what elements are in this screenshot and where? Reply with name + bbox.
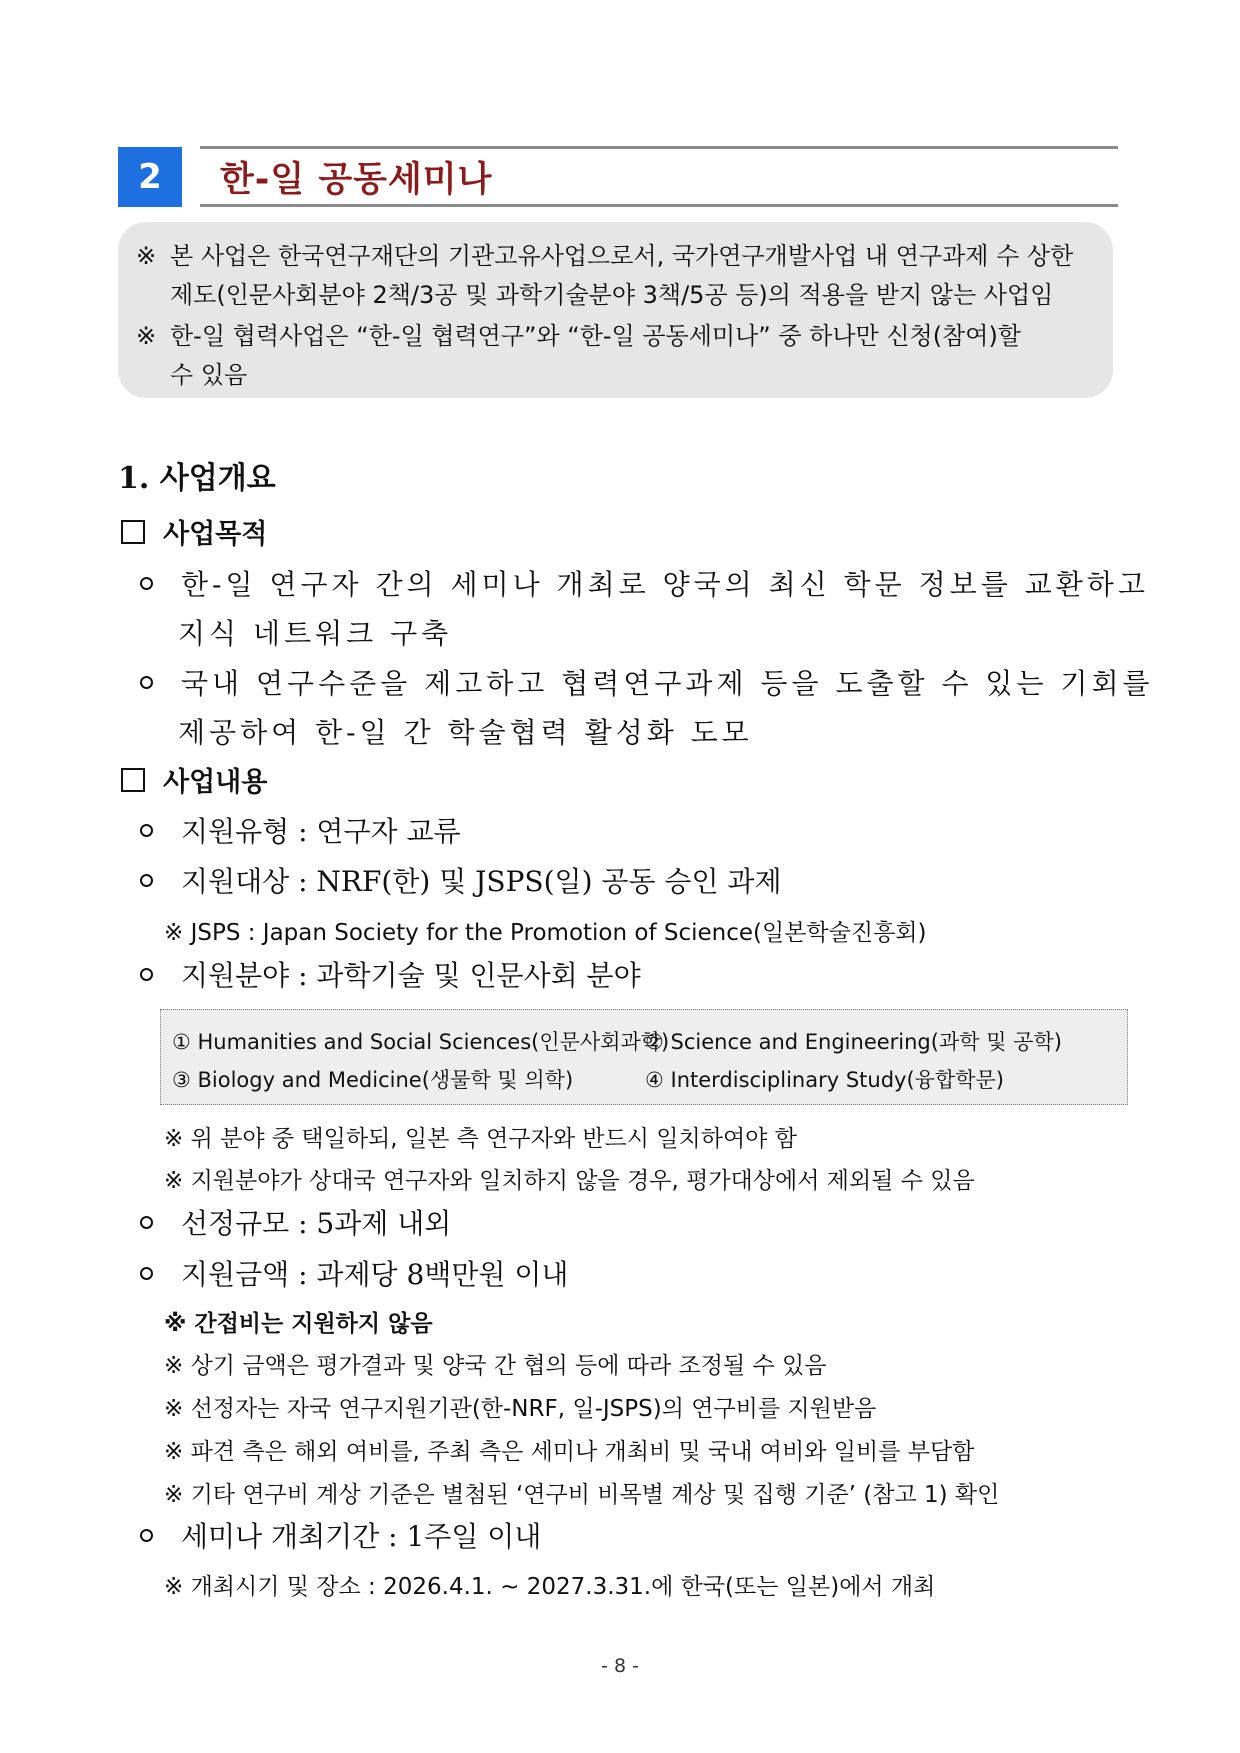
circle-bullet-icon xyxy=(140,577,153,590)
notice-text: 수 있음 xyxy=(170,361,248,389)
subheading-content xyxy=(121,760,267,799)
bullet-text: 지원유형 : 연구자 교류 xyxy=(181,815,461,848)
bullet-text: 국내 연구수준을 제고하고 협력연구과제 등을 도출할 수 있는 기회를 xyxy=(181,667,1154,700)
notice-text: 한-일 협력사업은 “한-일 협력연구”와 “한-일 공동세미나” 중 하나만 신청(참여)할 xyxy=(170,322,1021,350)
bullet-scale xyxy=(140,1202,451,1242)
reference-mark: ※ xyxy=(136,242,157,270)
bullet-text: 지원분야 : 과학기술 및 인문사회 분야 xyxy=(181,959,641,992)
bullet-continuation: 제공하여 한-일 간 학술협력 활성화 도모 xyxy=(178,716,753,749)
bullet-support-target xyxy=(140,860,782,900)
bullet-period xyxy=(140,1515,541,1555)
field-item: ② Science and Engineering(과학 및 공학) xyxy=(645,1030,1062,1054)
field-item: ③ Biology and Medicine(생물학 및 의학) xyxy=(172,1068,574,1092)
bullet-support-type xyxy=(140,810,461,850)
notice-line xyxy=(170,355,247,390)
circle-bullet-icon xyxy=(140,874,153,887)
subheading-text: 사업내용 xyxy=(163,767,268,798)
notice-line xyxy=(170,275,1053,310)
note-jsps: ※ JSPS : Japan Society for the Promotion of Science(일본학술진흥회) xyxy=(164,920,927,946)
section-title: 한-일 공동세미나 xyxy=(220,160,493,200)
checkbox-square-icon xyxy=(121,768,145,792)
bullet-item xyxy=(140,563,1149,603)
notice-line xyxy=(136,316,1021,351)
circle-bullet-icon xyxy=(140,968,153,981)
notice-text: 본 사업은 한국연구재단의 기관고유사업으로서, 국가연구개발사업 내 연구과제 수 상한 xyxy=(170,242,1074,270)
heading-overview: 1. 사업개요 xyxy=(118,461,276,496)
subheading-text: 사업목적 xyxy=(163,519,268,550)
section-rule-bottom xyxy=(200,204,1118,207)
circle-bullet-icon xyxy=(140,676,153,689)
bullet-item xyxy=(140,662,1154,702)
bullet-amount xyxy=(140,1253,568,1293)
section-rule-top xyxy=(200,146,1118,149)
note-amount: ※ 기타 연구비 계상 기준은 별첨된 ‘연구비 비목별 계상 및 집행 기준’ (참고 1) 확인 xyxy=(164,1482,1000,1508)
checkbox-square-icon xyxy=(121,520,145,544)
note-amount: ※ 선정자는 자국 연구지원기관(한-NRF, 일-JSPS)의 연구비를 지원받음 xyxy=(164,1396,877,1422)
bullet-text: 한-일 연구자 간의 세미나 개최로 양국의 최신 학문 정보를 교환하고 xyxy=(181,568,1149,601)
field-item: ① Humanities and Social Sciences(인문사회과학) xyxy=(172,1030,670,1054)
circle-bullet-icon xyxy=(140,1529,153,1542)
circle-bullet-icon xyxy=(140,1216,153,1229)
note-period: ※ 개최시기 및 장소 : 2026.4.1. ~ 2027.3.31.에 한국(또는 일본)에서 개최 xyxy=(164,1574,936,1600)
section-number: 2 xyxy=(118,147,182,207)
page-number: - 8 - xyxy=(601,1655,639,1677)
bullet-support-field xyxy=(140,954,641,994)
bullet-text: 지원대상 : NRF(한) 및 JSPS(일) 공동 승인 과제 xyxy=(181,865,782,898)
notice-line xyxy=(136,236,1073,271)
bullet-continuation: 지식 네트워크 구축 xyxy=(178,617,453,650)
field-item: ④ Interdisciplinary Study(융합학문) xyxy=(645,1068,1004,1092)
circle-bullet-icon xyxy=(140,824,153,837)
bullet-text: 선정규모 : 5과제 내외 xyxy=(181,1207,452,1240)
note-field: ※ 지원분야가 상대국 연구자와 일치하지 않을 경우, 평가대상에서 제외될 수 있음 xyxy=(164,1168,975,1194)
circle-bullet-icon xyxy=(140,1267,153,1280)
subheading-purpose xyxy=(121,512,267,551)
note-amount: ※ 파견 측은 해외 여비를, 주최 측은 세미나 개최비 및 국내 여비와 일비를 부담함 xyxy=(164,1439,975,1465)
note-field: ※ 위 분야 중 택일하되, 일본 측 연구자와 반드시 일치하여야 함 xyxy=(164,1126,797,1152)
note-amount: ※ 상기 금액은 평가결과 및 양국 간 협의 등에 따라 조정될 수 있음 xyxy=(164,1353,827,1379)
bullet-text: 지원금액 : 과제당 8백만원 이내 xyxy=(181,1258,569,1291)
note-amount-bold: ※ 간접비는 지원하지 않음 xyxy=(164,1311,433,1337)
notice-text: 제도(인문사회분야 2책/3공 및 과학기술분야 3책/5공 등)의 적용을 받지 않는 사업임 xyxy=(170,281,1054,309)
bullet-text: 세미나 개최기간 : 1주일 이내 xyxy=(181,1520,542,1553)
reference-mark: ※ xyxy=(136,322,157,350)
